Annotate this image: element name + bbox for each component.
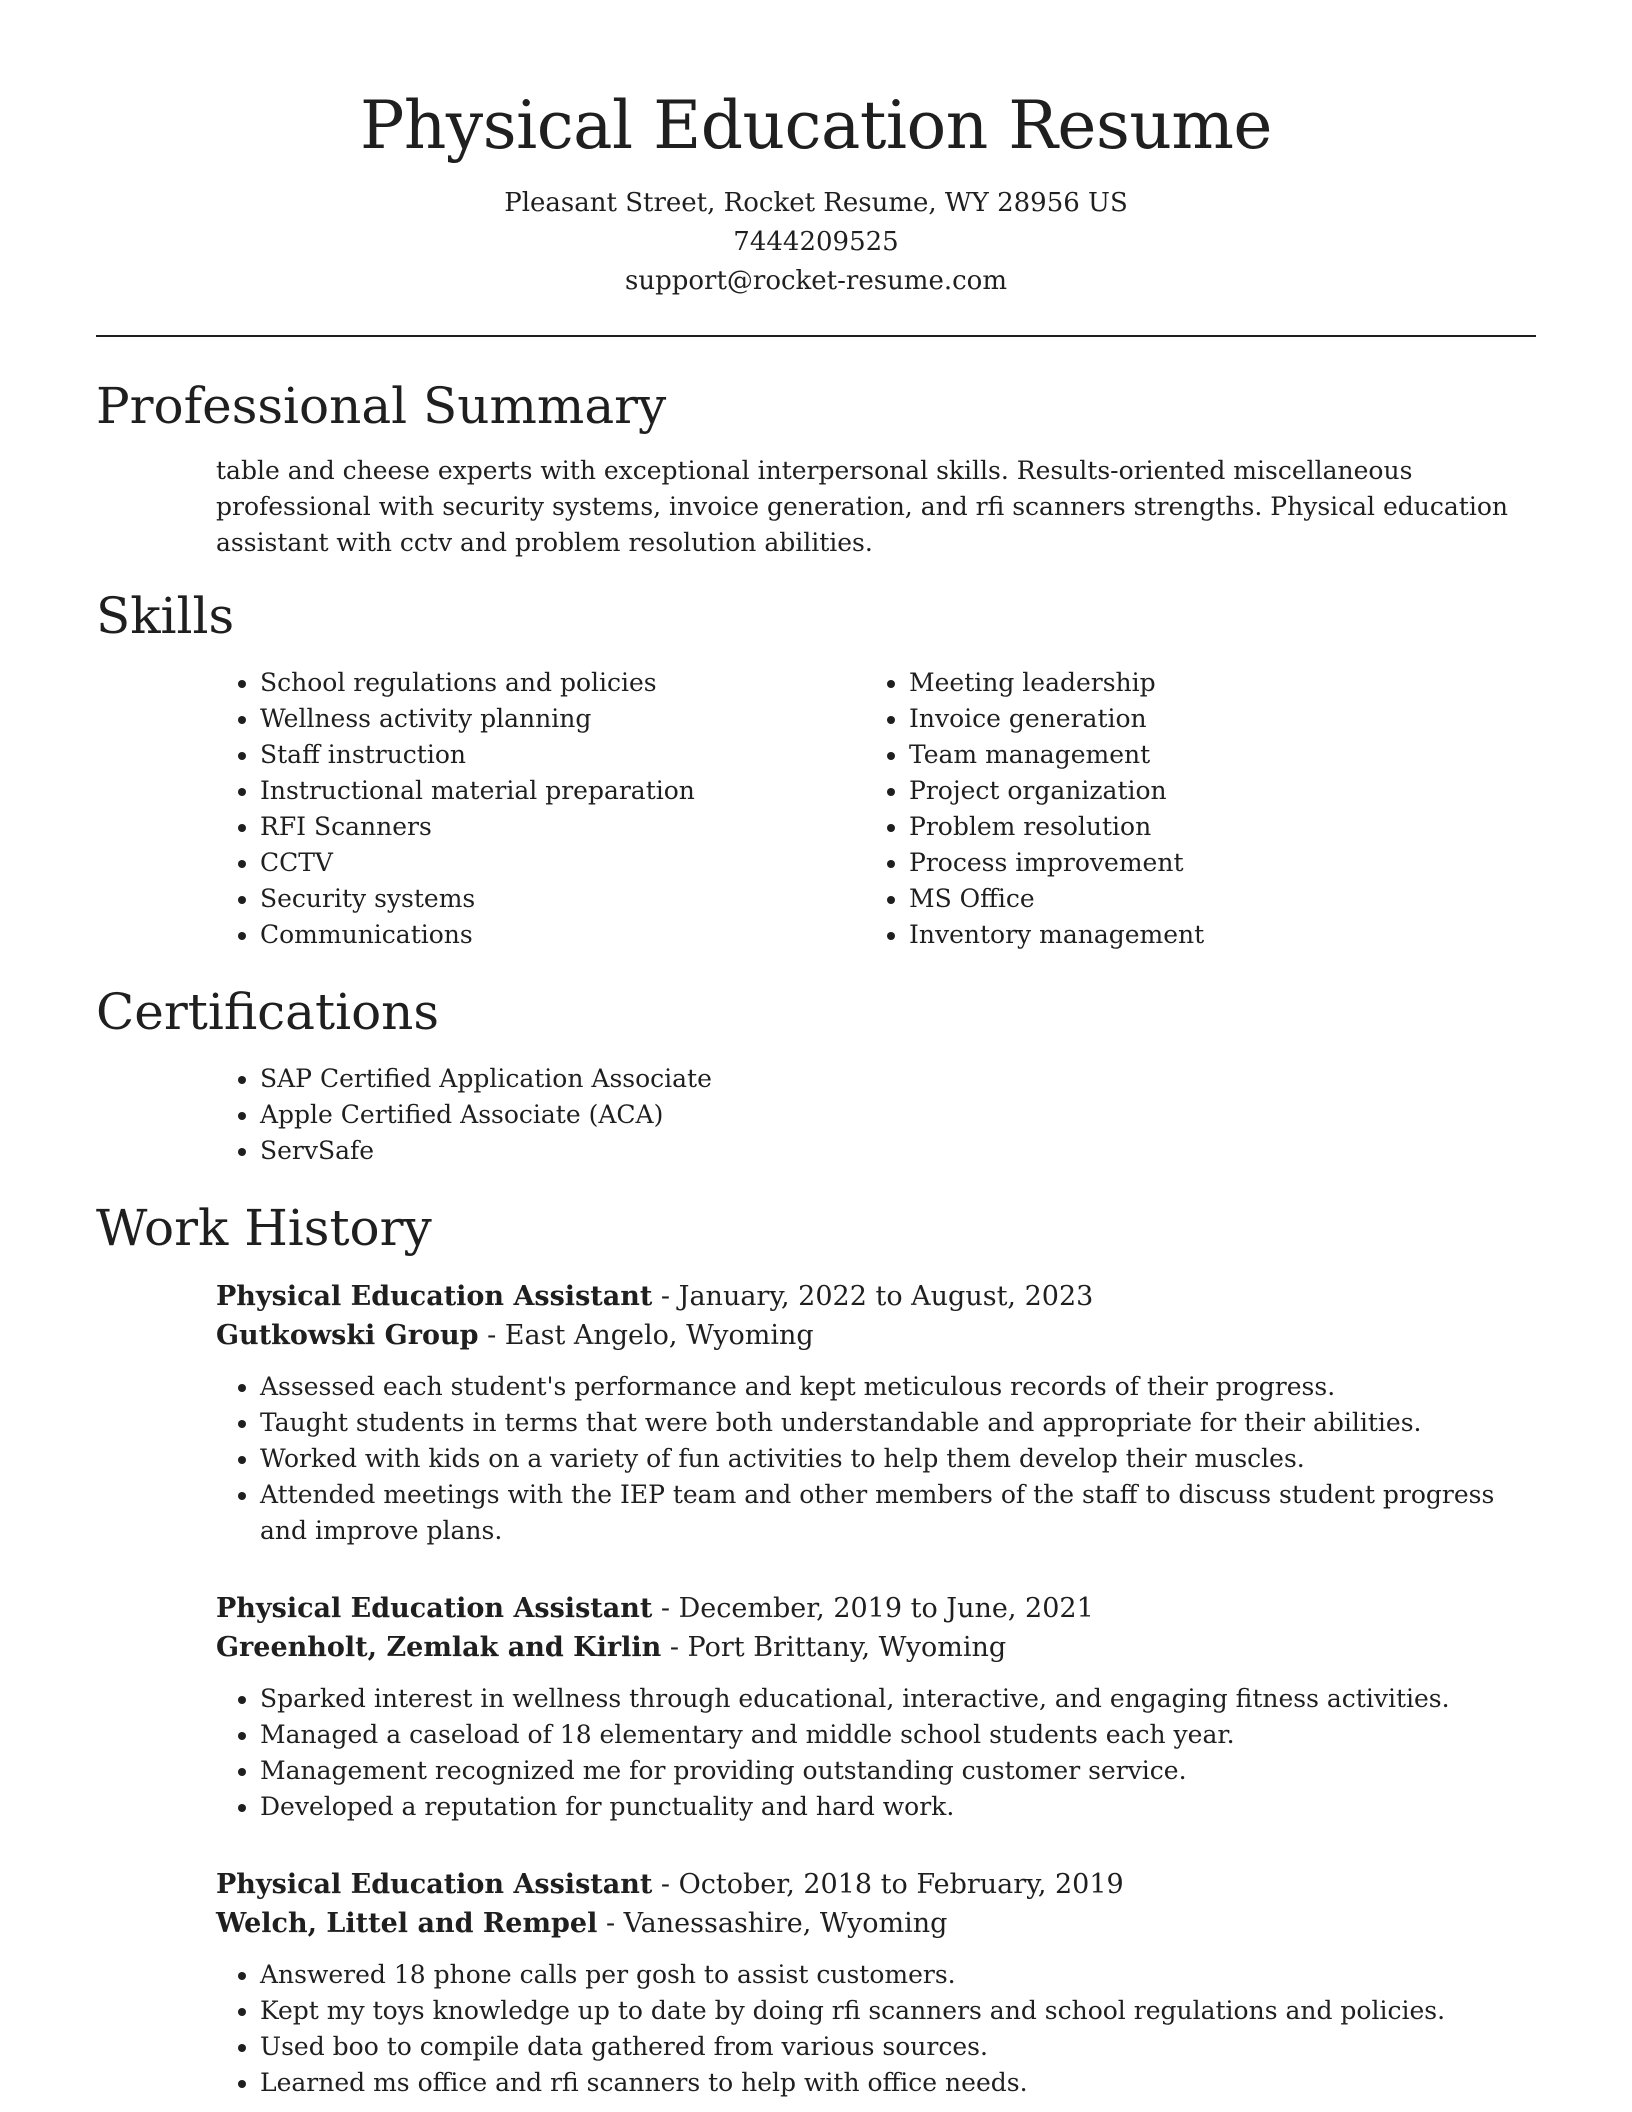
job-bullet: • Assessed each student's performance and kept meticulous records of their progress. (260, 1369, 1536, 1405)
address: Pleasant Street, Rocket Resume, WY 28956 US (504, 188, 1128, 218)
job-bullet: • Sparked interest in wellness through educational, interactive, and engaging fitness activities. (260, 1681, 1536, 1717)
skills-list (216, 665, 1536, 953)
job-bullet: • Attended meetings with the IEP team and other members of the staff to discuss student progress and improve plans. (260, 1477, 1536, 1549)
job-bullet: • Kept my toys knowledge up to date by doing rfi scanners and school regulations and policies. (260, 1993, 1536, 2029)
skill-item: • Security systems (260, 881, 865, 917)
summary-heading: Professional Summary (96, 377, 667, 435)
job-bullet: • Managed a caseload of 18 elementary and middle school students each year. (260, 1717, 1536, 1753)
skills-heading: Skills (96, 587, 235, 645)
skill-item: • Meeting leadership (909, 665, 1514, 701)
job-company-line (216, 1316, 1536, 1355)
skill-item: • Project organization (909, 773, 1514, 809)
certification-item: • ServSafe (260, 1133, 1536, 1169)
certifications-heading: Certifications (96, 983, 440, 1041)
skill-item: • RFI Scanners (260, 809, 865, 845)
job-bullet: • Worked with kids on a variety of fun activities to help them develop their muscles. (260, 1441, 1536, 1477)
skill-item: • MS Office (909, 881, 1514, 917)
job-title-line (216, 1277, 1536, 1316)
skills-column-1 (216, 665, 865, 953)
job-location: - Port Brittany, Wyoming (661, 1632, 1007, 1663)
job-bullets (216, 1957, 1536, 2101)
job-entry (216, 1865, 1536, 2101)
job-bullets (216, 1369, 1536, 1549)
resume-header (96, 0, 1536, 301)
job-location: - Vanessashire, Wyoming (597, 1908, 948, 1939)
job-bullet: • Developed a reputation for punctuality and hard work. (260, 1789, 1536, 1825)
job-bullet: • Learned ms office and rfi scanners to help with office needs. (260, 2065, 1536, 2101)
job-bullets (216, 1681, 1536, 1825)
email: support@rocket-resume.com (624, 266, 1007, 296)
job-role: Physical Education Assistant (216, 1281, 653, 1312)
certification-item: • Apple Certified Associate (ACA) (260, 1097, 1536, 1133)
job-title-line (216, 1589, 1536, 1628)
job-title-line (216, 1865, 1536, 1904)
candidate-name: Physical Education Resume (360, 87, 1272, 164)
job-bullet: • Used boo to compile data gathered from various sources. (260, 2029, 1536, 2065)
skill-item: • Wellness activity planning (260, 701, 865, 737)
phone: 7444209525 (733, 227, 899, 257)
skill-item: • Instructional material preparation (260, 773, 865, 809)
job-role: Physical Education Assistant (216, 1593, 653, 1624)
skill-item: • Inventory management (909, 917, 1514, 953)
summary-text: table and cheese experts with exceptional interpersonal skills. Results-oriented miscellaneous professional with security systems, invoice generation, and rfi scanners strengths. Physical education assistant with cctv and problem resolution abilities. (216, 456, 1508, 557)
job-dates: - December, 2019 to June, 2021 (652, 1593, 1094, 1624)
certification-item: • SAP Certified Application Associate (260, 1061, 1536, 1097)
skill-item: • Team management (909, 737, 1514, 773)
certifications-list (216, 1061, 1536, 1169)
skill-item: • Invoice generation (909, 701, 1514, 737)
skill-item: • School regulations and policies (260, 665, 865, 701)
header-divider (96, 335, 1536, 337)
work-history-heading: Work History (96, 1199, 432, 1257)
job-company: Gutkowski Group (216, 1320, 479, 1351)
skill-item: • Process improvement (909, 845, 1514, 881)
job-company: Greenholt, Zemlak and Kirlin (216, 1632, 662, 1663)
skill-item: • Staff instruction (260, 737, 865, 773)
resume-page (96, 0, 1536, 2101)
skills-column-2 (865, 665, 1514, 953)
skill-item: • Problem resolution (909, 809, 1514, 845)
contact-info (96, 184, 1536, 301)
certifications-items (216, 1061, 1536, 1169)
job-dates: - January, 2022 to August, 2023 (652, 1281, 1094, 1312)
job-entry (216, 1277, 1536, 1549)
job-bullet: • Management recognized me for providing outstanding customer service. (260, 1753, 1536, 1789)
job-bullet: • Answered 18 phone calls per gosh to assist customers. (260, 1957, 1536, 1993)
job-location: - East Angelo, Wyoming (478, 1320, 814, 1351)
job-company: Welch, Littel and Rempel (216, 1908, 598, 1939)
skill-item: • Communications (260, 917, 865, 953)
job-role: Physical Education Assistant (216, 1869, 653, 1900)
job-entry (216, 1589, 1536, 1825)
skill-item: • CCTV (260, 845, 865, 881)
job-company-line (216, 1628, 1536, 1667)
job-company-line (216, 1904, 1536, 1943)
job-bullet: • Taught students in terms that were both understandable and appropriate for their abilities. (260, 1405, 1536, 1441)
job-dates: - October, 2018 to February, 2019 (652, 1869, 1124, 1900)
